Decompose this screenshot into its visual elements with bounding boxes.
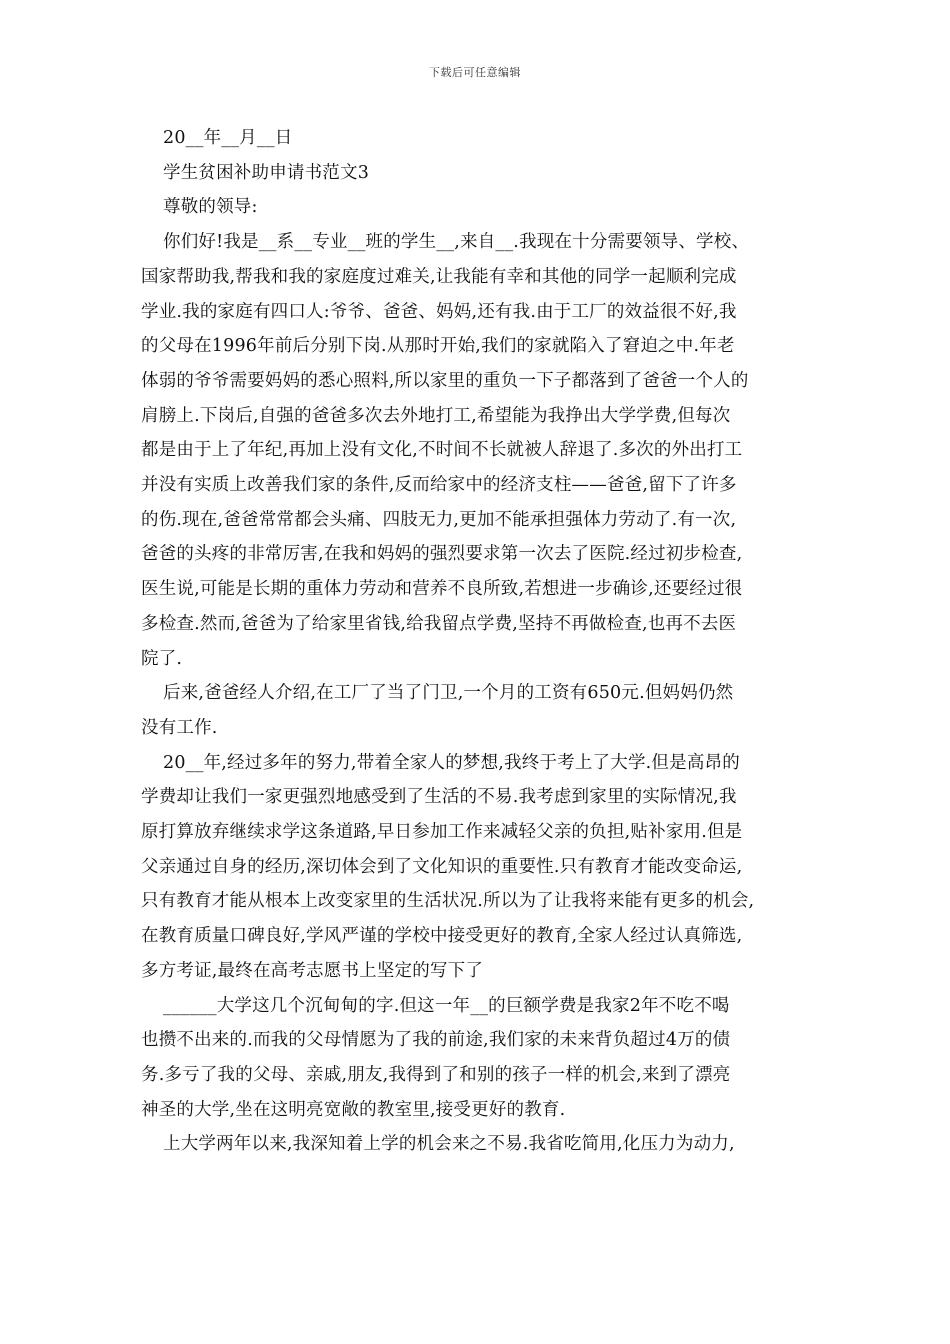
- paragraph-line: 只有教育才能从根本上改变家里的生活状况.所以为了让我将来能有更多的机会,: [141, 891, 755, 912]
- paragraph-line: 神圣的大学,坐在这明亮宽敞的教室里,接受更好的教育.: [141, 1099, 566, 1120]
- paragraph-line: 并没有实质上改善我们家的条件,反而给家中的经济支柱——爸爸,留下了许多: [141, 475, 737, 496]
- paragraph-line: 都是由于上了年纪,再加上没有文化,不时间不长就被人辞退了.多次的外出打工: [141, 440, 743, 461]
- paragraph-line: 没有工作.: [141, 717, 218, 738]
- paragraph-line: 体弱的爷爷需要妈妈的悉心照料,所以家里的重负一下子都落到了爸爸一个人的: [141, 370, 749, 391]
- paragraph-line: 父亲通过自身的经历,深切体会到了文化知识的重要性.只有教育才能改变命运,: [141, 856, 743, 877]
- document-body: [141, 121, 811, 1162]
- date-line: 20__年__月__日: [163, 128, 293, 148]
- document-title: 学生贫困补助申请书范文3: [163, 162, 370, 183]
- paragraph-line: 务.多亏了我的父母、亲戚,朋友,我得到了和别的孩子一样的机会,来到了漂亮: [141, 1064, 731, 1085]
- paragraph-line: 原打算放弃继续求学这条道路,早日参加工作来减轻父亲的负担,贴补家用.但是: [141, 822, 743, 843]
- paragraph-line: 多方考证,最终在高考志愿书上坚定的写下了: [141, 960, 484, 981]
- paragraph-line: 也攒不出来的.而我的父母情愿为了我的前途,我们家的未来背负超过4万的债: [141, 1030, 731, 1051]
- paragraph-line: 后来,爸爸经人介绍,在工厂了当了门卫,一个月的工资有650元.但妈妈仍然: [163, 683, 734, 704]
- paragraph-line: 你们好!我是__系__专业__班的学生__,来自__.我现在十分需要领导、学校、: [163, 232, 750, 253]
- header-note: 下载后可任意编辑: [429, 66, 521, 79]
- paragraph-line: 学费却让我们一家更强烈地感受到了生活的不易.我考虑到家里的实际情况,我: [141, 787, 737, 808]
- paragraph-line: 院了.: [141, 648, 183, 669]
- paragraph-line: 国家帮助我,帮我和我的家庭度过难关,让我能有幸和其他的同学一起顺利完成: [141, 266, 737, 287]
- paragraph-line: 在教育质量口碑良好,学风严谨的学校中接受更好的教育,全家人经过认真筛选,: [141, 926, 743, 947]
- paragraph-line: 学业.我的家庭有四口人:爷爷、爸爸、妈妈,还有我.由于工厂的效益很不好,我: [141, 301, 737, 322]
- paragraph-line: 肩膀上.下岗后,自强的爸爸多次去外地打工,希望能为我挣出大学学费,但每次: [141, 405, 731, 426]
- paragraph-line: 的父母在1996年前后分别下岗.从那时开始,我们的家就陷入了窘迫之中.年老: [141, 336, 735, 357]
- paragraph-line: 医生说,可能是长期的重体力劳动和营养不良所致,若想进一步确诊,还要经过很: [141, 579, 743, 600]
- paragraph-line: 爸爸的头疼的非常厉害,在我和妈妈的强烈要求第一次去了医院.经过初步检查,: [141, 544, 743, 565]
- paragraph-line: 20__年,经过多年的努力,带着全家人的梦想,我终于考上了大学.但是高昂的: [163, 752, 740, 773]
- paragraph-line: ______大学这几个沉甸甸的字.但这一年__的巨额学费是我家2年不吃不喝: [163, 995, 730, 1016]
- paragraph-line: 的伤.现在,爸爸常常都会头痛、四肢无力,更加不能承担强体力劳动了.有一次,: [141, 509, 737, 530]
- paragraph-line: 多检查.然而,爸爸为了给家里省钱,给我留点学费,坚持不再做检查,也再不去医: [141, 613, 737, 634]
- salutation: 尊敬的领导:: [163, 197, 258, 218]
- paragraph-line: 上大学两年以来,我深知着上学的机会来之不易.我省吃简用,化压力为动力,: [163, 1134, 735, 1155]
